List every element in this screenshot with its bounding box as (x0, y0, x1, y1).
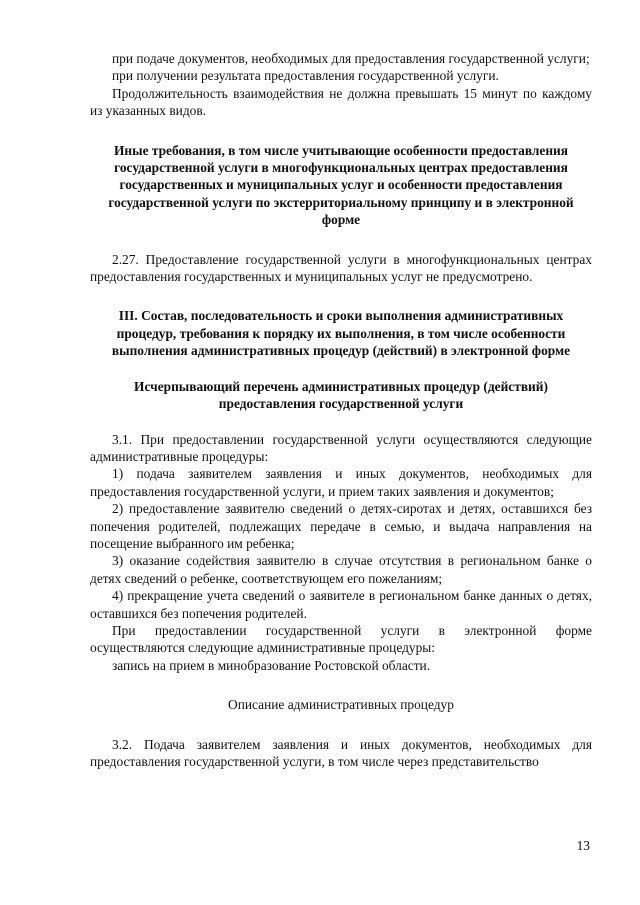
heading-other-requirements: Иные требования, в том числе учитывающие особенности предоставления государственной услуги в многофункциональных центрах предоставления государственных и муниципальных услуг и особенности предоставления государственной услуги по экстерриториальному принципу и в электронной форме (108, 142, 574, 228)
heading-exhaustive-list: Исчерпывающий перечень административных процедур (действий) предоставления государственной услуги (134, 378, 548, 412)
page-number: 13 (576, 838, 590, 853)
list-item-3: 3) оказание содействия заявителю в случае отсутствия в региональном банке о детях сведений о ребенке, соответствующем его пожеланиям; (90, 553, 592, 586)
paragraph-3-1: 3.1. При предоставлении государственной услуги осуществляются следующие административные процедуры: (90, 431, 592, 464)
list-item-2: 2) предоставление заявителю сведений о детях-сиротах и детях, оставшихся без попечения родителей, подлежащих передаче в семью, и выдача направления на посещение выбранного им ребенка; (90, 501, 592, 551)
paragraph-duration: Продолжительность взаимодействия не должна превышать 15 минут по каждому из указанных видов. (90, 85, 592, 119)
subheading-description: Описание административных процедур (228, 697, 454, 713)
document-page (90, 50, 592, 770)
heading-section-3: III. Состав, последовательность и сроки выполнения административных процедур, требования к порядку их выполнения, в том числе особенности выполнения административных процедур (действий) в электронной форме (111, 308, 571, 359)
list-item-4: 4) прекращение учета сведений о заявителе в региональном банке данных о детях, оставшихся без попечения родителей. (90, 588, 592, 621)
paragraph-electronic-form: При предоставлении государственной услуги в электронной форме осуществляются следующие административные процедуры: (90, 622, 592, 656)
paragraph-3-2: 3.2. Подача заявителем заявления и иных документов, необходимых для предоставления государственной услуги, в том числе через представительство (90, 736, 592, 769)
paragraph-2-27: 2.27. Предоставление государственной услуги в многофункциональных центрах предоставления государственных и муниципальных услуг не предусмотрено. (90, 251, 592, 285)
paragraph-appointment: запись на прием в минобразование Ростовской области. (112, 657, 431, 673)
paragraph-result: при получении результата предоставления государственной услуги. (112, 68, 499, 84)
paragraph-submission: при подаче документов, необходимых для предоставления государственной услуги; (112, 51, 590, 66)
list-item-1: 1) подача заявителем заявления и иных документов, необходимых для предоставления государственной услуги, и прием таких заявления и документов; (90, 466, 592, 499)
